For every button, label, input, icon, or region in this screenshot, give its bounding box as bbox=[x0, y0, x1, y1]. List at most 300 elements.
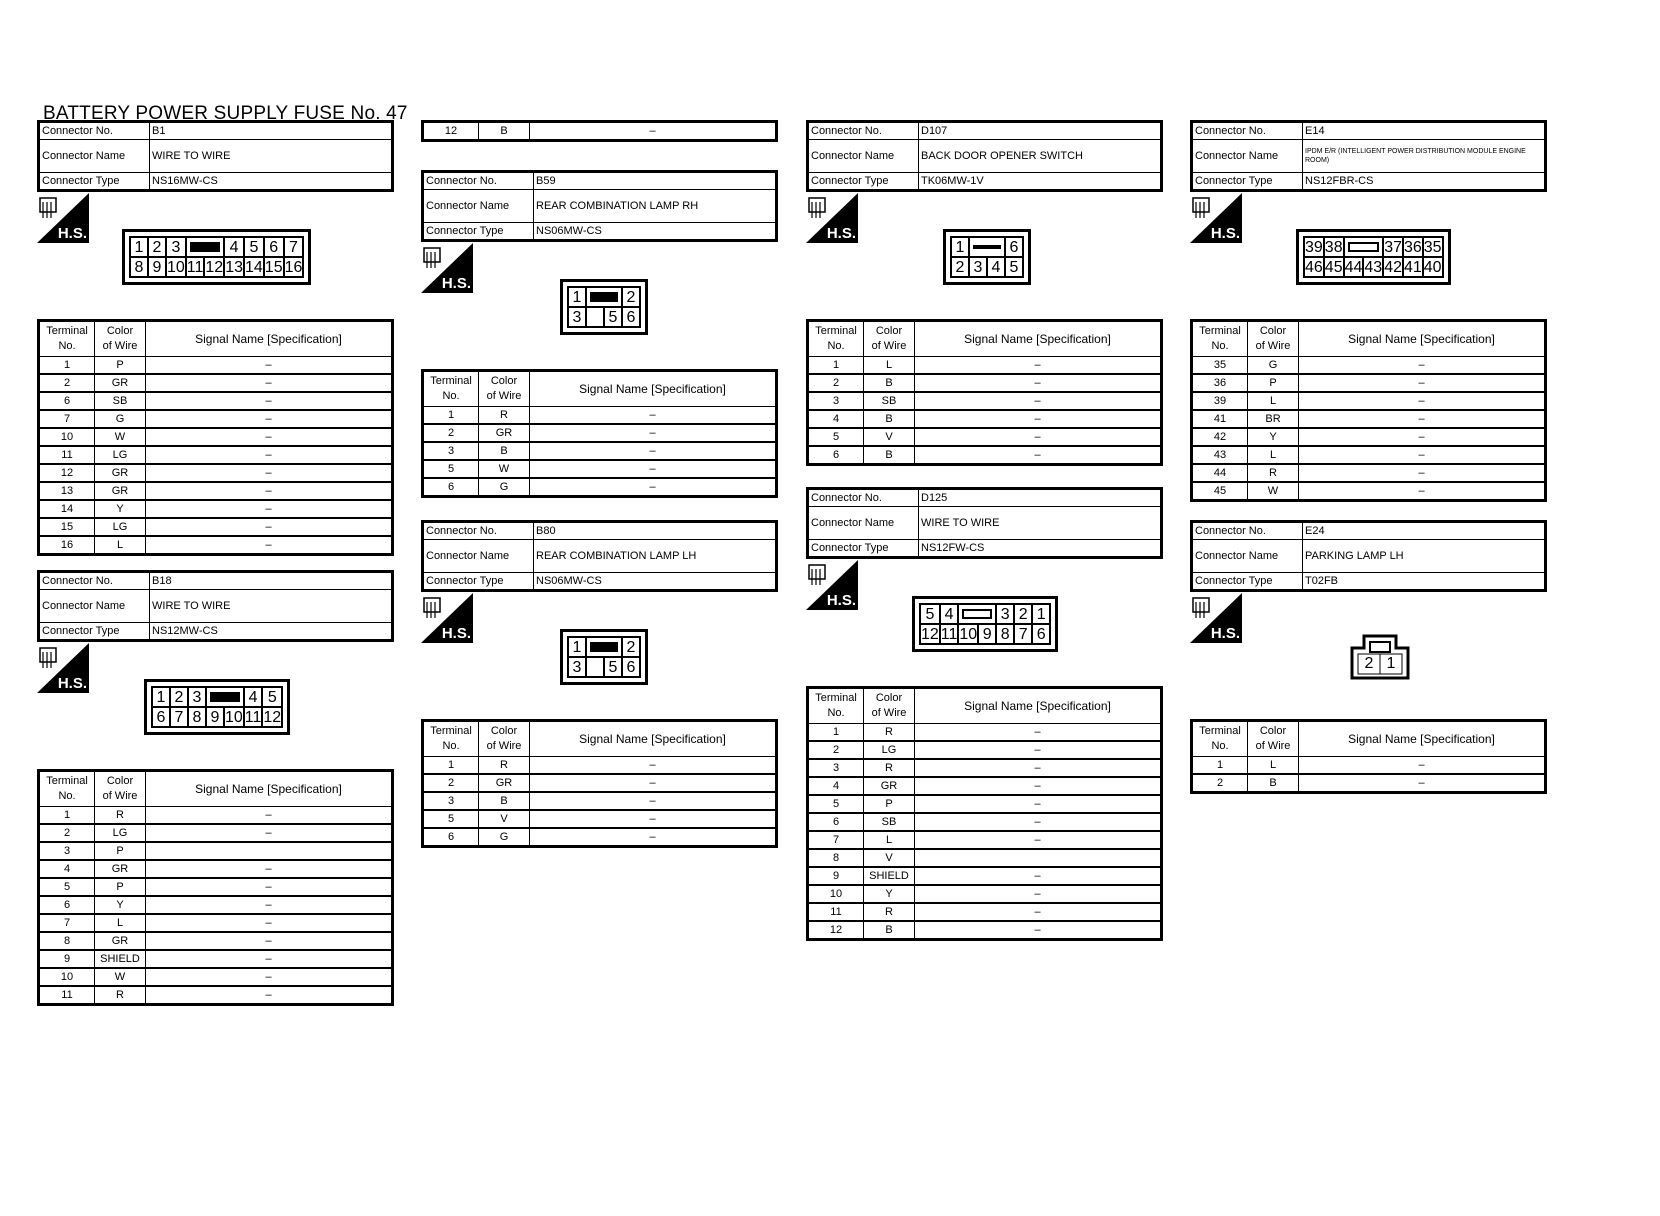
connector-b18-header bbox=[37, 570, 394, 642]
wire-color: V bbox=[864, 849, 915, 867]
wire-color: G bbox=[479, 828, 530, 847]
pin-label: 9 bbox=[206, 707, 224, 727]
connector-type-value: NS12FW-CS bbox=[919, 540, 1162, 558]
signal-name: – bbox=[530, 478, 777, 497]
terminal-no: 12 bbox=[808, 921, 864, 940]
terminal-table-b18 bbox=[37, 769, 394, 1006]
pin-label: 5 bbox=[262, 687, 282, 707]
header-wire-color: Color of Wire bbox=[1248, 721, 1299, 757]
wire-color: B bbox=[864, 410, 915, 428]
header-terminal-no: Terminal No. bbox=[423, 371, 479, 407]
connector-no-label: Connector No. bbox=[39, 572, 150, 590]
connector-b59-pinout bbox=[560, 279, 648, 335]
wire-color: R bbox=[95, 986, 146, 1005]
harness-side-icon bbox=[37, 643, 89, 693]
hs-label: H.S. bbox=[826, 592, 856, 609]
table-header bbox=[808, 321, 1162, 357]
terminal-no: 3 bbox=[423, 792, 479, 810]
header-terminal-no: Terminal No. bbox=[808, 321, 864, 357]
pin-label: 15 bbox=[264, 259, 283, 276]
table-row bbox=[423, 792, 777, 810]
table-row bbox=[808, 374, 1162, 392]
terminal-table bbox=[1190, 319, 1547, 502]
terminal-table-b1 bbox=[37, 319, 394, 556]
table-row bbox=[1192, 446, 1546, 464]
wire-color: B bbox=[864, 446, 915, 465]
connector-name-label: Connector Name bbox=[423, 540, 534, 573]
signal-name: – bbox=[915, 741, 1162, 759]
signal-name: – bbox=[146, 357, 393, 375]
hs-label: H.S. bbox=[441, 625, 471, 642]
table-row bbox=[39, 518, 393, 536]
connector-name-label: Connector Name bbox=[39, 590, 150, 623]
pin-label: 9 bbox=[148, 257, 166, 277]
wire-color: LG bbox=[864, 741, 915, 759]
terminal-no: 15 bbox=[39, 518, 95, 536]
signal-name: – bbox=[146, 824, 393, 842]
wire-color: B bbox=[479, 442, 530, 460]
header-terminal-no: Terminal No. bbox=[423, 721, 479, 757]
pin-label: 5 bbox=[1005, 257, 1023, 277]
connector-b1-pinout bbox=[122, 229, 311, 285]
hs-icon-graphic bbox=[1190, 193, 1242, 243]
table-row bbox=[39, 536, 393, 555]
terminal-table-d125 bbox=[806, 686, 1163, 941]
signal-name: – bbox=[530, 792, 777, 810]
connector-name-value: REAR COMBINATION LAMP LH bbox=[534, 540, 777, 573]
pin-label: 11 bbox=[244, 709, 262, 726]
table-row bbox=[39, 428, 393, 446]
terminal-no: 11 bbox=[808, 903, 864, 921]
harness-side-icon bbox=[421, 593, 473, 643]
pin-label: 11 bbox=[186, 259, 204, 276]
pin-grid bbox=[919, 603, 1051, 645]
signal-name: – bbox=[146, 392, 393, 410]
pin-label: 5 bbox=[604, 657, 622, 677]
signal-name: – bbox=[915, 759, 1162, 777]
table-row bbox=[423, 407, 777, 425]
pin-label: 6 bbox=[622, 657, 640, 677]
pin-label: 10 bbox=[959, 626, 978, 643]
terminal-no: 8 bbox=[808, 849, 864, 867]
table-header bbox=[423, 721, 777, 757]
table-header bbox=[39, 771, 393, 807]
wire-color: BR bbox=[1248, 410, 1299, 428]
pin-label: 1 bbox=[1386, 655, 1396, 672]
table-row bbox=[39, 482, 393, 500]
hs-icon-graphic bbox=[37, 193, 89, 243]
connector-name-label: Connector Name bbox=[1192, 540, 1303, 573]
terminal-no: 1 bbox=[423, 757, 479, 775]
wire-color: P bbox=[95, 878, 146, 896]
wire-color: P bbox=[864, 795, 915, 813]
signal-name: – bbox=[146, 986, 393, 1005]
pin-label: 10 bbox=[225, 709, 243, 726]
hs-label: H.S. bbox=[57, 225, 87, 242]
signal-name: – bbox=[146, 878, 393, 896]
table-row bbox=[39, 950, 393, 968]
pin-label: 40 bbox=[1423, 259, 1442, 276]
table-row bbox=[1192, 428, 1546, 446]
table-row bbox=[39, 500, 393, 518]
pin-grid bbox=[567, 636, 641, 678]
signal-name: – bbox=[1299, 482, 1546, 501]
pin-label: 3 bbox=[996, 604, 1014, 624]
pin-label: 8 bbox=[996, 624, 1014, 644]
wire-color: P bbox=[95, 842, 146, 860]
terminal-no: 35 bbox=[1192, 357, 1248, 375]
signal-name: – bbox=[146, 518, 393, 536]
connector-e24-pinout bbox=[1350, 632, 1410, 687]
wire-color: SB bbox=[864, 392, 915, 410]
table-row bbox=[808, 795, 1162, 813]
pin-label: 37 bbox=[1384, 239, 1402, 256]
wire-color: GR bbox=[95, 932, 146, 950]
signal-name: – bbox=[530, 757, 777, 775]
wire-color: R bbox=[479, 757, 530, 775]
signal-name: – bbox=[146, 536, 393, 555]
terminal-no: 36 bbox=[1192, 374, 1248, 392]
connector-type-label: Connector Type bbox=[423, 573, 534, 591]
pin-label: 4 bbox=[940, 604, 959, 624]
wire-color: L bbox=[1248, 757, 1299, 775]
hs-label: H.S. bbox=[57, 675, 87, 692]
pin-label: 41 bbox=[1403, 259, 1422, 276]
table-row bbox=[39, 914, 393, 932]
connector-type-value: NS12MW-CS bbox=[150, 623, 393, 641]
terminal-no: 16 bbox=[39, 536, 95, 555]
signal-name: – bbox=[915, 724, 1162, 742]
header-signal-name: Signal Name [Specification] bbox=[146, 771, 393, 807]
table-row bbox=[808, 903, 1162, 921]
pin-label: 4 bbox=[987, 257, 1005, 277]
connector-no-value: D125 bbox=[919, 489, 1162, 507]
terminal-no: 3 bbox=[808, 759, 864, 777]
terminal-no: 1 bbox=[423, 407, 479, 425]
pin-label: 7 bbox=[1014, 624, 1032, 644]
terminal-no: 41 bbox=[1192, 410, 1248, 428]
table-header bbox=[1192, 321, 1546, 357]
connector-type-label: Connector Type bbox=[808, 540, 919, 558]
terminal-no: 7 bbox=[39, 914, 95, 932]
connector-e14-pinout bbox=[1296, 229, 1451, 285]
terminal-table-b80 bbox=[421, 719, 778, 848]
wire-color: Y bbox=[95, 896, 146, 914]
table-row bbox=[39, 807, 393, 825]
wire-color: LG bbox=[95, 824, 146, 842]
table-header bbox=[808, 688, 1162, 724]
terminal-no: 2 bbox=[808, 374, 864, 392]
header-wire-color: Color of Wire bbox=[864, 321, 915, 357]
signal-name: – bbox=[146, 428, 393, 446]
pin-label: 1 bbox=[1032, 604, 1050, 624]
pin-label: 12 bbox=[205, 259, 224, 276]
wire-color: G bbox=[1248, 357, 1299, 375]
wire-color: Y bbox=[864, 885, 915, 903]
pin-label: 16 bbox=[284, 259, 303, 276]
header-signal-name: Signal Name [Specification] bbox=[530, 371, 777, 407]
signal-name: – bbox=[530, 774, 777, 792]
pin-label bbox=[586, 307, 604, 327]
pin-label: 5 bbox=[244, 237, 264, 257]
terminal-table bbox=[1190, 719, 1547, 794]
header-signal-name: Signal Name [Specification] bbox=[915, 688, 1162, 724]
connector-latch bbox=[206, 687, 244, 707]
terminal-no: 42 bbox=[1192, 428, 1248, 446]
terminal-table bbox=[421, 719, 778, 848]
signal-name: – bbox=[1299, 392, 1546, 410]
connector-name-value: BACK DOOR OPENER SWITCH bbox=[919, 140, 1162, 173]
connector-b1-header bbox=[37, 120, 394, 192]
connector-latch bbox=[186, 237, 224, 257]
connector-name-value: WIRE TO WIRE bbox=[150, 590, 393, 623]
pin-label: 13 bbox=[225, 259, 243, 276]
connector-latch bbox=[586, 637, 622, 657]
wire-color: R bbox=[864, 903, 915, 921]
connector-name-label: Connector Name bbox=[808, 140, 919, 173]
terminal-no: 1 bbox=[808, 357, 864, 375]
wire-color: LG bbox=[95, 518, 146, 536]
table-row bbox=[808, 428, 1162, 446]
terminal-no: 14 bbox=[39, 500, 95, 518]
signal-name: – bbox=[915, 777, 1162, 795]
connector-latch bbox=[958, 604, 996, 624]
wire-color: V bbox=[864, 428, 915, 446]
terminal-no: 2 bbox=[423, 424, 479, 442]
terminal-no: 6 bbox=[423, 478, 479, 497]
connector-type-value: TK06MW-1V bbox=[919, 173, 1162, 191]
header-signal-name: Signal Name [Specification] bbox=[146, 321, 393, 357]
header-terminal-no: Terminal No. bbox=[808, 688, 864, 724]
wire-color: B bbox=[864, 921, 915, 940]
pin-grid bbox=[950, 236, 1024, 278]
wire-color: G bbox=[95, 410, 146, 428]
pin-label: 8 bbox=[188, 707, 206, 727]
hs-icon-graphic bbox=[421, 593, 473, 643]
connector-latch bbox=[969, 237, 1005, 257]
connector-b59-header bbox=[421, 170, 778, 242]
table-row bbox=[808, 410, 1162, 428]
pin-label: 3 bbox=[188, 687, 206, 707]
connector-b80-header bbox=[421, 520, 778, 592]
wire-color: L bbox=[95, 536, 146, 555]
connector-name-value: WIRE TO WIRE bbox=[919, 507, 1162, 540]
connector-e24-header bbox=[1190, 520, 1547, 592]
header-wire-color: Color of Wire bbox=[479, 371, 530, 407]
pin-label: 4 bbox=[244, 687, 263, 707]
harness-side-icon bbox=[37, 193, 89, 243]
terminal-no: 2 bbox=[808, 741, 864, 759]
header-wire-color: Color of Wire bbox=[1248, 321, 1299, 357]
wire-color: GR bbox=[864, 777, 915, 795]
pin-label: 42 bbox=[1384, 259, 1402, 276]
terminal-no: 9 bbox=[808, 867, 864, 885]
connector-no-value: B80 bbox=[534, 522, 777, 540]
header-terminal-no: Terminal No. bbox=[39, 321, 95, 357]
terminal-no: 6 bbox=[39, 392, 95, 410]
connector-name-value: REAR COMBINATION LAMP RH bbox=[534, 190, 777, 223]
header-signal-name: Signal Name [Specification] bbox=[1299, 721, 1546, 757]
terminal-no: 44 bbox=[1192, 464, 1248, 482]
table-row bbox=[1192, 757, 1546, 775]
pin-label bbox=[586, 657, 604, 677]
pin-label: 3 bbox=[568, 657, 586, 677]
hs-label: H.S. bbox=[441, 275, 471, 292]
pin-label: 9 bbox=[978, 624, 996, 644]
wire-color: B bbox=[479, 792, 530, 810]
hs-label: H.S. bbox=[1210, 225, 1240, 242]
terminal-no: 8 bbox=[39, 932, 95, 950]
signal-name: – bbox=[146, 464, 393, 482]
pin-label: 38 bbox=[1324, 239, 1343, 256]
header-terminal-no: Terminal No. bbox=[39, 771, 95, 807]
connector-latch bbox=[586, 287, 622, 307]
connector-name-value: IPDM E/R (INTELLIGENT POWER DISTRIBUTION MODULE ENGINE ROOM) bbox=[1303, 140, 1546, 173]
pin-label: 12 bbox=[921, 626, 939, 643]
table-row bbox=[39, 374, 393, 392]
wire-color: L bbox=[864, 357, 915, 375]
signal-name: – bbox=[146, 482, 393, 500]
signal-name: – bbox=[915, 392, 1162, 410]
signal-name: – bbox=[146, 410, 393, 428]
connector-name-value: PARKING LAMP LH bbox=[1303, 540, 1546, 573]
continuation-row bbox=[421, 120, 778, 142]
connector-type-value: NS06MW-CS bbox=[534, 573, 777, 591]
wire-color: SHIELD bbox=[864, 867, 915, 885]
terminal-no: 13 bbox=[39, 482, 95, 500]
pin-label: 2 bbox=[1014, 604, 1032, 624]
hs-icon-graphic bbox=[806, 560, 858, 610]
pin-label: 2 bbox=[1364, 655, 1374, 672]
connector-name-label: Connector Name bbox=[423, 190, 534, 223]
connector-type-value: T02FB bbox=[1303, 573, 1546, 591]
table-row bbox=[808, 357, 1162, 375]
connector-b80-pinout bbox=[560, 629, 648, 685]
signal-name: – bbox=[1299, 446, 1546, 464]
header-signal-name: Signal Name [Specification] bbox=[1299, 321, 1546, 357]
header-wire-color: Color of Wire bbox=[479, 721, 530, 757]
connector-no-label: Connector No. bbox=[1192, 522, 1303, 540]
connector-type-label: Connector Type bbox=[423, 223, 534, 241]
table-row bbox=[39, 878, 393, 896]
hs-icon-graphic bbox=[421, 243, 473, 293]
signal-name: – bbox=[1299, 410, 1546, 428]
table-row bbox=[808, 759, 1162, 777]
harness-side-icon bbox=[421, 243, 473, 293]
connector-d107-pinout bbox=[943, 229, 1031, 285]
table-row bbox=[39, 932, 393, 950]
pin-label: 7 bbox=[170, 707, 188, 727]
terminal-table bbox=[421, 369, 778, 498]
terminal-no: 2 bbox=[423, 774, 479, 792]
table-row bbox=[39, 896, 393, 914]
header-signal-name: Signal Name [Specification] bbox=[530, 721, 777, 757]
connector-no-label: Connector No. bbox=[1192, 122, 1303, 140]
pin-label: 45 bbox=[1324, 259, 1343, 276]
wire-color: L bbox=[1248, 392, 1299, 410]
table-row bbox=[423, 810, 777, 828]
pin-label: 2 bbox=[148, 237, 166, 257]
pin-label: 6 bbox=[1005, 237, 1023, 257]
connector-type-value: NS16MW-CS bbox=[150, 173, 393, 191]
hs-label: H.S. bbox=[1210, 625, 1240, 642]
wire-color: W bbox=[1248, 482, 1299, 501]
connector-no-label: Connector No. bbox=[423, 522, 534, 540]
header-terminal-no: Terminal No. bbox=[1192, 721, 1248, 757]
table-row bbox=[39, 410, 393, 428]
pin-label: 11 bbox=[940, 626, 958, 643]
terminal-no: 10 bbox=[39, 968, 95, 986]
signal-name: – bbox=[530, 407, 777, 425]
table-row bbox=[39, 986, 393, 1005]
pin-label: 44 bbox=[1344, 259, 1363, 276]
wire-color: B bbox=[864, 374, 915, 392]
connector-name-label: Connector Name bbox=[1192, 140, 1303, 173]
table-row bbox=[1192, 482, 1546, 501]
terminal-no: 6 bbox=[808, 813, 864, 831]
signal-name: – bbox=[146, 896, 393, 914]
pin-label: 7 bbox=[284, 237, 304, 257]
pin-label: 4 bbox=[224, 237, 244, 257]
signal-name: – bbox=[1299, 774, 1546, 793]
signal-name: – bbox=[1299, 374, 1546, 392]
pin-grid bbox=[1303, 236, 1444, 278]
wire-color: Y bbox=[95, 500, 146, 518]
table-row bbox=[1192, 357, 1546, 375]
wire-color: Y bbox=[1248, 428, 1299, 446]
pin-label: 1 bbox=[130, 237, 148, 257]
harness-side-icon bbox=[806, 193, 858, 243]
connector-b18-pinout bbox=[144, 679, 290, 735]
table-row bbox=[1192, 392, 1546, 410]
signal-name: – bbox=[146, 374, 393, 392]
terminal-no: 5 bbox=[808, 795, 864, 813]
signal-name: – bbox=[1299, 464, 1546, 482]
pin-label: 2 bbox=[622, 287, 640, 307]
table-row bbox=[423, 774, 777, 792]
wire-color: W bbox=[479, 460, 530, 478]
wire-color: W bbox=[95, 968, 146, 986]
wire-color: G bbox=[479, 478, 530, 497]
pin-label: 1 bbox=[152, 687, 170, 707]
connector-d125-pinout bbox=[912, 596, 1058, 652]
wire-color: B bbox=[479, 122, 530, 141]
terminal-no: 1 bbox=[39, 807, 95, 825]
table-row bbox=[808, 446, 1162, 465]
terminal-no: 2 bbox=[1192, 774, 1248, 793]
connector-no-value: B59 bbox=[534, 172, 777, 190]
signal-name: – bbox=[530, 122, 777, 141]
pin-grid bbox=[129, 236, 304, 278]
pin-label: 1 bbox=[951, 237, 969, 257]
connector-type-label: Connector Type bbox=[1192, 173, 1303, 191]
wire-color: L bbox=[1248, 446, 1299, 464]
pin-label: 36 bbox=[1403, 239, 1422, 256]
pin-label: 2 bbox=[951, 257, 969, 277]
terminal-table-b59 bbox=[421, 369, 778, 498]
signal-name: – bbox=[146, 860, 393, 878]
connector-type-value: NS12FBR-CS bbox=[1303, 173, 1546, 191]
connector-type-label: Connector Type bbox=[39, 173, 150, 191]
harness-side-icon bbox=[1190, 593, 1242, 643]
signal-name: – bbox=[530, 828, 777, 847]
terminal-table-e24 bbox=[1190, 719, 1547, 794]
wire-color: V bbox=[479, 810, 530, 828]
table-row bbox=[808, 741, 1162, 759]
signal-name: – bbox=[915, 903, 1162, 921]
table-row bbox=[1192, 374, 1546, 392]
wire-color: R bbox=[479, 407, 530, 425]
